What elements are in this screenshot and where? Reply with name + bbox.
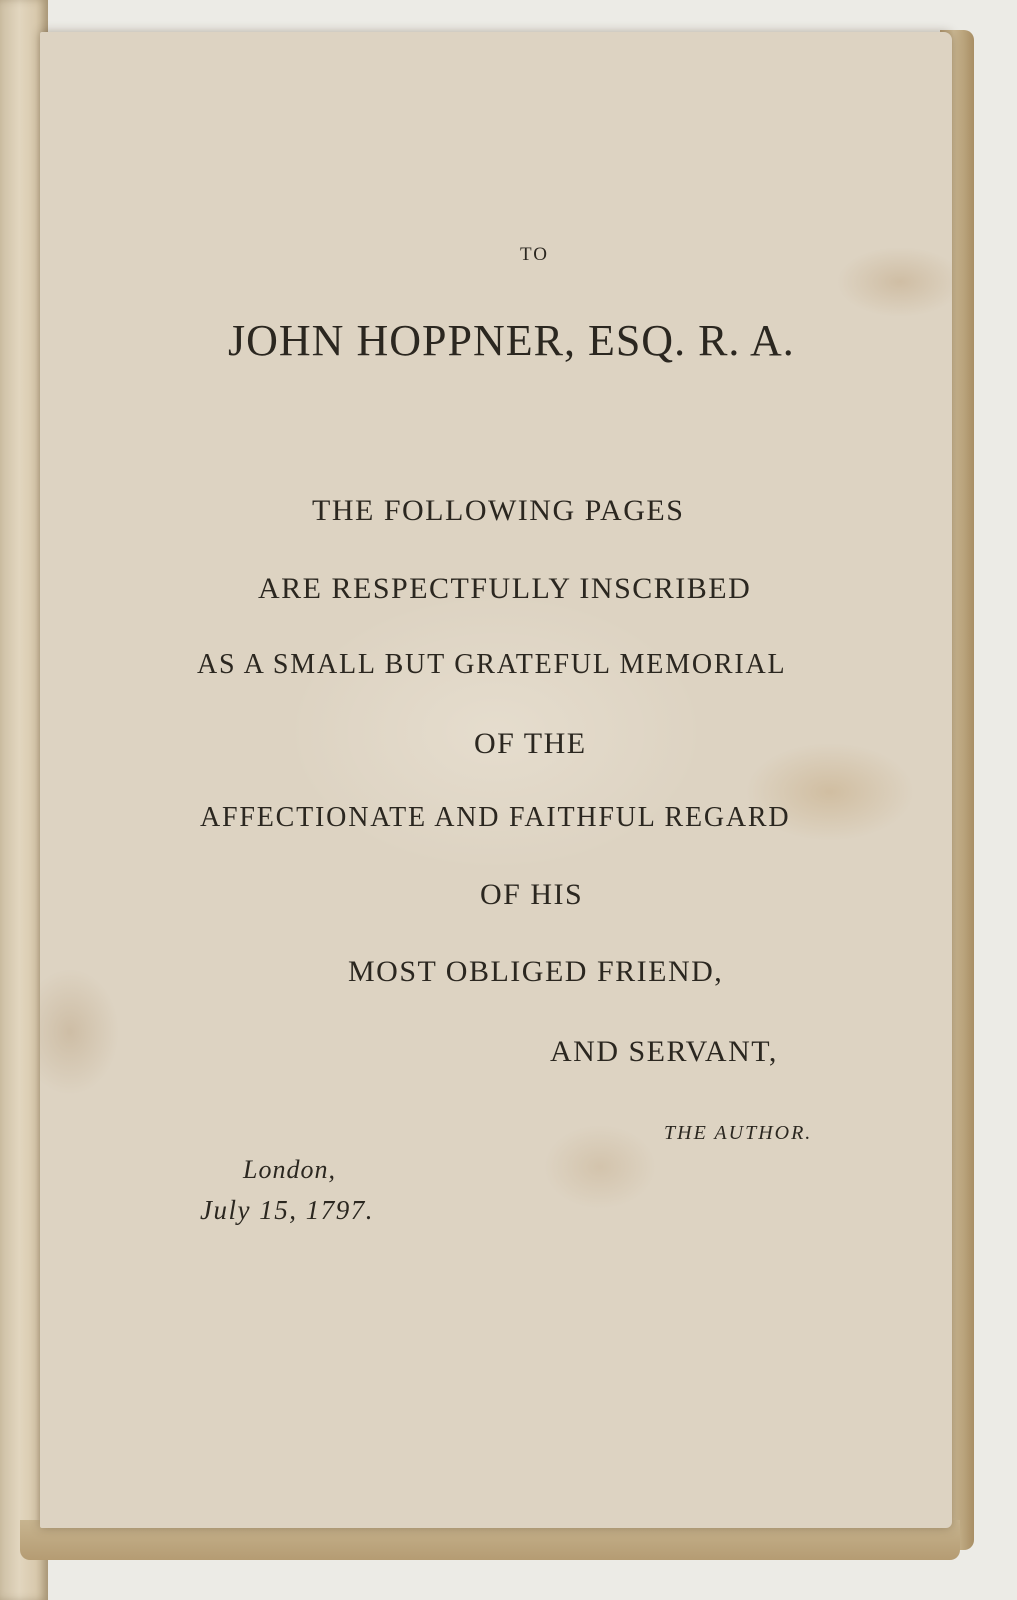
dedication-line: AFFECTIONATE AND FAITHFUL REGARD [200, 802, 791, 833]
date: July 15, 1797. [200, 1195, 374, 1225]
signature: THE AUTHOR. [664, 1122, 813, 1144]
dedication-to: TO [520, 244, 549, 265]
dedication-line: MOST OBLIGED FRIEND, [348, 955, 724, 988]
dedication-line: AS A SMALL BUT GRATEFUL MEMORIAL [197, 649, 787, 680]
dedication-line: THE FOLLOWING PAGES [312, 494, 685, 527]
dedication-recipient: JOHN HOPPNER, ESQ. R. A. [228, 316, 795, 365]
place: London, [243, 1155, 336, 1184]
dedication-line: OF HIS [480, 878, 584, 911]
dedication-line: ARE RESPECTFULLY INSCRIBED [258, 572, 752, 605]
dedication-line: AND SERVANT, [550, 1035, 778, 1068]
dedication-page [40, 32, 952, 1528]
dedication-line: OF THE [474, 727, 587, 760]
